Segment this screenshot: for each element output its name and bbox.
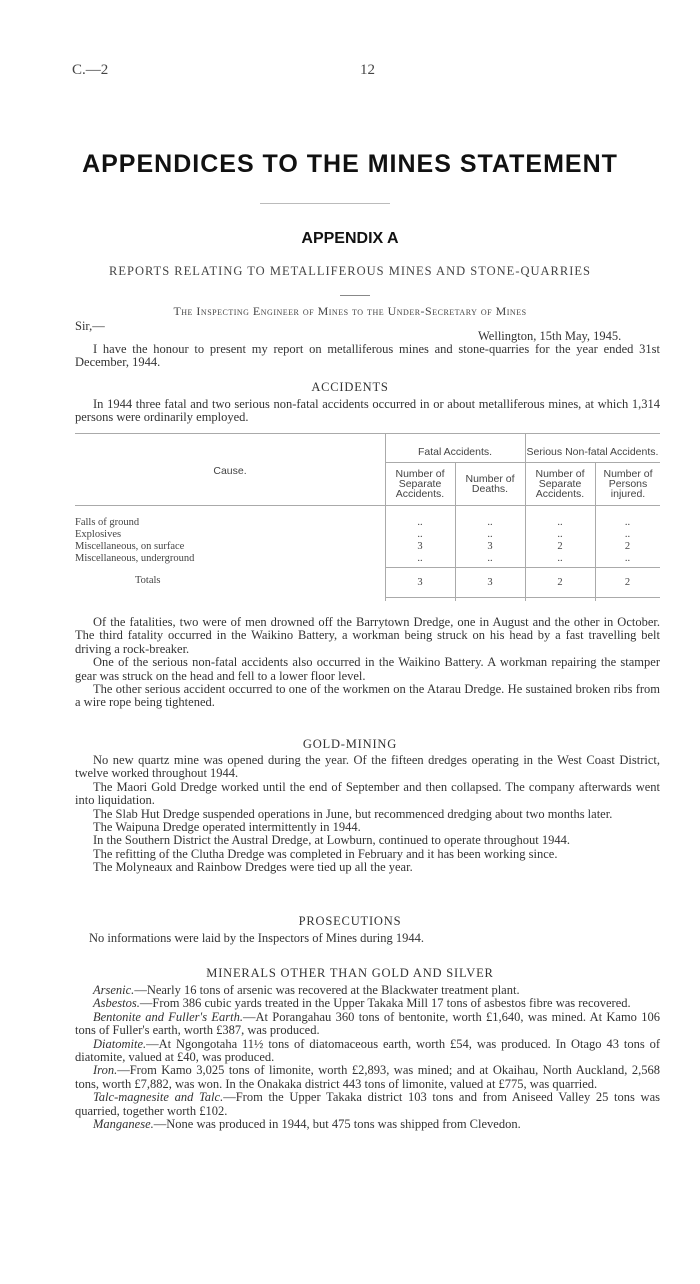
- cell-value: ..: [557, 553, 563, 564]
- mineral-item: Iron.—From Kamo 3,025 tons of limonite, worth £2,893, was mined; and at Okaihau, North Auckland, 2,568 tons, worth £7,882, was won. In the Onakaka district 443 tons of limonite, valued at £775, was quarried.: [75, 1063, 660, 1091]
- cell-value: ..: [557, 529, 563, 540]
- accidents-paragraphs: [75, 616, 660, 710]
- appendix-subtitle: REPORTS RELATING TO METALLIFEROUS MINES AND STONE-QUARRIES: [109, 264, 591, 278]
- totals-label: Totals: [135, 575, 161, 586]
- paragraph: The Maori Gold Dredge worked until the end of September and then collapsed. The company afterwards went into liquidation.: [75, 779, 660, 808]
- accidents-heading: ACCIDENTS: [311, 380, 389, 394]
- paragraph: One of the serious non-fatal accidents also occurred in the Waikino Battery. A workman repairing the stamper gear was struck on the head and fell to a lower floor level.: [75, 655, 660, 683]
- mineral-item: Manganese.—None was produced in 1944, but 475 tons was shipped from Clevedon.: [93, 1117, 521, 1132]
- paragraph: The Molyneaux and Rainbow Dredges were tied up all the year.: [93, 860, 413, 875]
- cell-value: ..: [487, 529, 493, 540]
- accidents-intro: In 1944 three fatal and two serious non-fatal accidents occurred in or about metalliferous mines, at which 1,314 persons were ordinarily employed.: [75, 397, 660, 425]
- header-cause: Cause.: [213, 465, 247, 477]
- mineral-item: Talc-magnesite and Talc.—From the Upper Takaka district 103 tons and from Aniseed Valley 25 tons was quarried, together worth £102.: [75, 1090, 660, 1118]
- cell-value: 2: [624, 541, 631, 552]
- letter-addressee: The Inspecting Engineer of Mines to the Under-Secretary of Mines: [173, 304, 527, 318]
- header-fatal-accidents: Fatal Accidents.: [417, 446, 493, 458]
- cell-value: ..: [557, 517, 563, 528]
- letter-intro: I have the honour to present my report on metalliferous mines and stone-quarries for the year ended 31st December, 1944.: [75, 342, 660, 370]
- cell-value: ..: [487, 553, 493, 564]
- gold-mining-paragraphs: [75, 754, 660, 875]
- header-col3: Number of Separate Accidents.: [535, 468, 585, 500]
- mineral-item: Diatomite.—At Ngongotaha 11½ tons of diatomaceous earth, worth £54, was produced. In Otago 43 tons of diatomite, valued at £40, was produced.: [75, 1036, 660, 1065]
- row-cause: Falls of ground: [75, 517, 140, 528]
- cell-value: ..: [624, 517, 631, 528]
- header-serious-accidents: Serious Non-fatal Accidents.: [526, 446, 659, 458]
- mineral-item: Bentonite and Fuller's Earth.—At Porangahau 360 tons of bentonite, worth £1,640, was mined. At Kamo 106 tons of Fuller's earth, worth £387, was produced.: [75, 1009, 661, 1038]
- cell-value: ..: [417, 529, 423, 540]
- cell-value: ..: [417, 553, 423, 564]
- cell-value: ..: [487, 517, 493, 528]
- cell-value: ..: [417, 517, 423, 528]
- letter-salutation: Sir,—: [75, 319, 105, 333]
- total-value: 3: [487, 577, 493, 588]
- total-value: 3: [417, 577, 423, 588]
- subtitle-divider: [340, 295, 370, 296]
- row-cause: Explosives: [75, 529, 122, 540]
- paragraph: Of the fatalities, two were of men drowned off the Barrytown Dredge, one in August and the other in October. The third fatality occurred in the Waikino Battery, a workman being struck on his head by a fast travelling belt driving a rock-breaker.: [75, 615, 660, 656]
- cell-value: 3: [417, 541, 423, 552]
- cell-value: 3: [487, 541, 493, 552]
- paragraph: No new quartz mine was opened during the year. Of the fifteen dredges operating in the West Coast District, twelve worked throughout 1944.: [75, 753, 660, 781]
- total-value: 2: [624, 577, 631, 588]
- paragraph: In the Southern District the Austral Dredge, at Lowburn, continued to operate throughout 1944.: [93, 833, 570, 848]
- letter-place-date: Wellington, 15th May, 1945.: [478, 329, 622, 343]
- header-col4: Number of Persons injured.: [603, 468, 653, 500]
- gold-mining-heading: GOLD-MINING: [302, 737, 398, 751]
- paragraph: The other serious accident occurred to one of the workmen on the Atarau Dredge. He sustained broken ribs from a wire rope being tightened.: [75, 682, 660, 710]
- page-header-left: C.—2: [72, 62, 109, 78]
- total-value: 2: [557, 577, 563, 588]
- paragraph: The refitting of the Clutha Dredge was completed in February and it has been working since.: [93, 846, 558, 861]
- header-col1: Number of Separate Accidents.: [395, 468, 445, 500]
- mineral-item: Arsenic.—Nearly 16 tons of arsenic was recovered at the Blackwater treatment plant.: [93, 983, 520, 997]
- paragraph: The Waipuna Dredge operated intermittently in 1944.: [93, 820, 361, 835]
- main-title: APPENDICES TO THE MINES STATEMENT: [82, 150, 618, 178]
- cell-value: ..: [624, 529, 631, 540]
- title-divider: [260, 203, 390, 204]
- cell-value: 2: [557, 541, 563, 552]
- row-cause: Miscellaneous, on surface: [75, 541, 185, 552]
- row-cause: Miscellaneous, underground: [75, 553, 195, 564]
- appendix-title: APPENDIX A: [301, 230, 399, 247]
- minerals-heading: MINERALS OTHER THAN GOLD AND SILVER: [206, 966, 494, 980]
- prosecutions-text: No informations were laid by the Inspectors of Mines during 1944.: [89, 931, 425, 945]
- page-number: 12: [360, 62, 375, 78]
- cell-value: ..: [624, 553, 631, 564]
- paragraph: The Slab Hut Dredge suspended operations in June, but recommenced dredging about two months later.: [93, 806, 613, 821]
- minerals-paragraphs: [75, 984, 660, 1131]
- header-col2: Number of Deaths.: [465, 473, 515, 495]
- mineral-item: Asbestos.—From 386 cubic yards treated in the Upper Takaka Mill 17 tons of asbestos fibre was recovered.: [93, 996, 631, 1011]
- prosecutions-heading: PROSECUTIONS: [298, 914, 402, 928]
